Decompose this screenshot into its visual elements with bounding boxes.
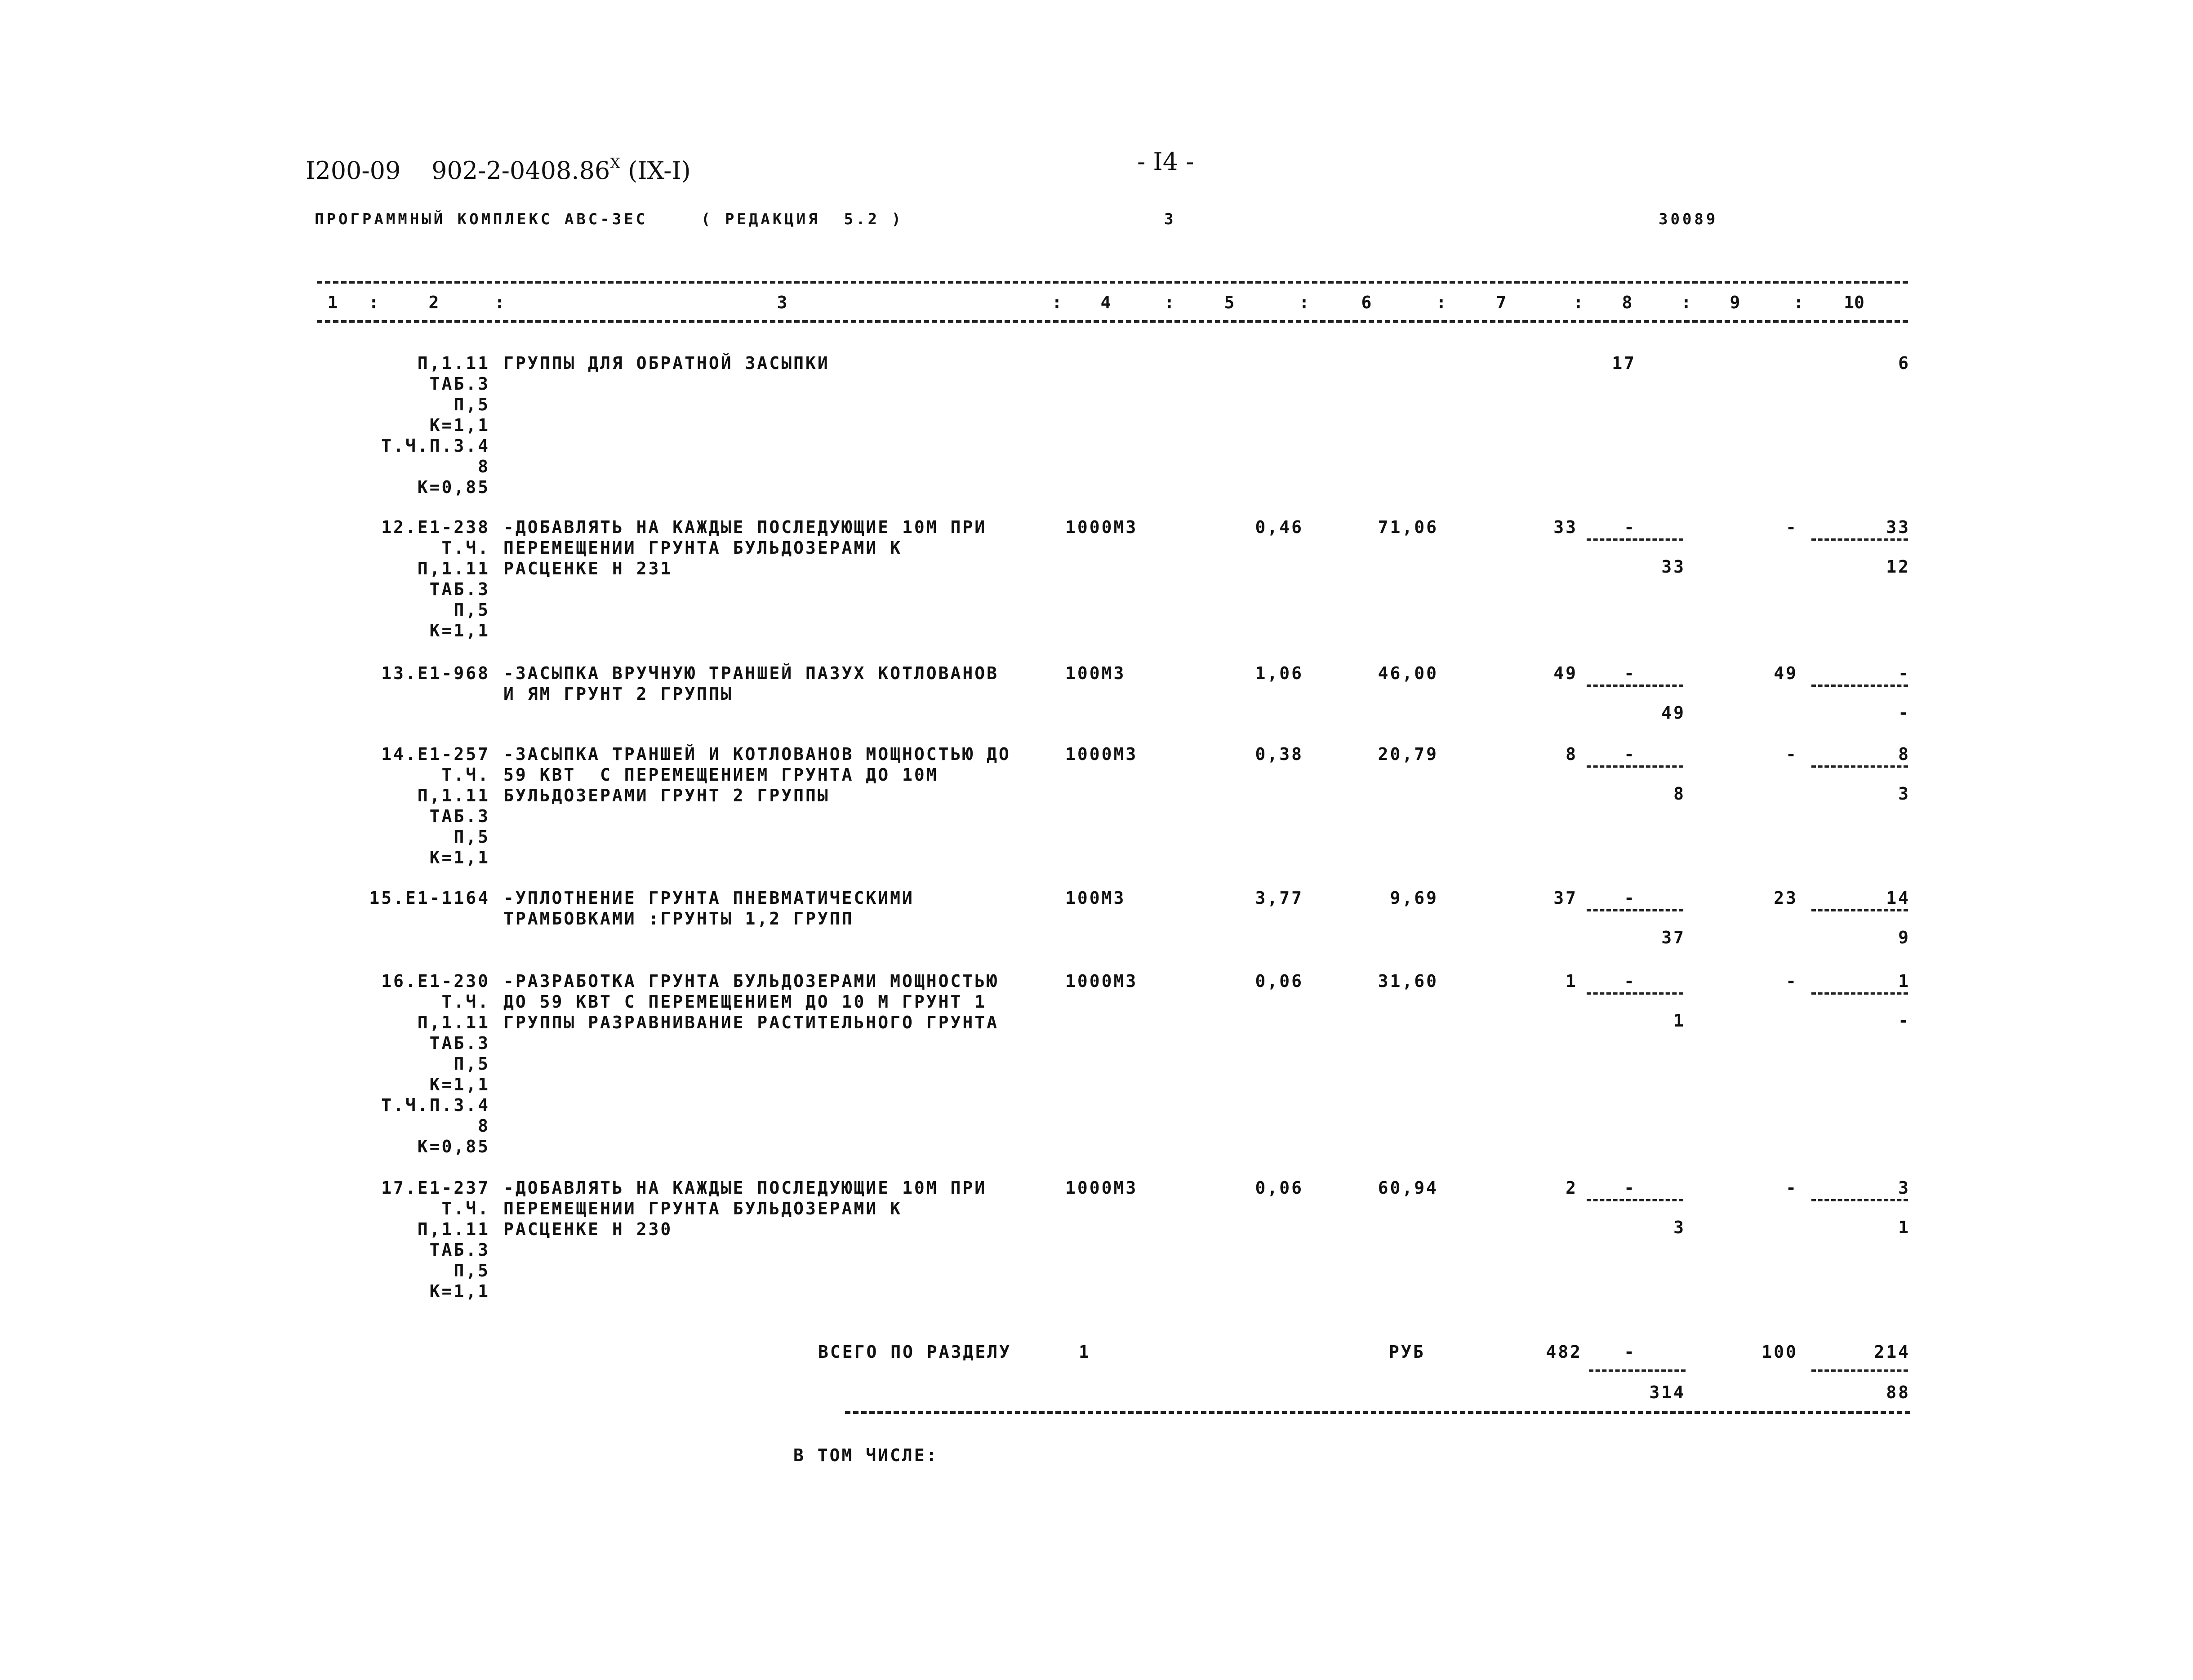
row-c10-top: 6 [1898, 353, 1910, 373]
row-c8-bottom: 33 [1661, 557, 1686, 577]
row-c9: - [1786, 971, 1798, 991]
row-c10-bottom: 3 [1898, 784, 1910, 804]
row-c10-bottom: - [1898, 703, 1910, 723]
row-c8-bottom: 1 [1673, 1011, 1686, 1031]
row-unit: 1000М3 [1065, 744, 1138, 764]
row-c8-top: - [1624, 971, 1636, 991]
project-code-sup: X [610, 155, 621, 172]
summary-c8-top: - [1624, 1342, 1636, 1362]
col-sep: : [1299, 293, 1309, 312]
col-header-4: 4 [1100, 293, 1111, 312]
row-c8-top: - [1624, 517, 1636, 537]
summary-c10-rule [1811, 1369, 1908, 1372]
summary-c9: 100 [1762, 1342, 1798, 1362]
row-c10-top: 8 [1898, 744, 1910, 764]
project-code-suffix: (IX-I) [628, 156, 691, 185]
including-label: В ТОМ ЧИСЛЕ: [793, 1445, 939, 1465]
row-c10-rule [1811, 909, 1908, 911]
row-c10-rule [1811, 538, 1908, 541]
row-c10-bottom: - [1898, 1011, 1910, 1031]
col-sep: : [1573, 293, 1584, 312]
row-total: 1 [1566, 971, 1578, 991]
col-header-7: 7 [1496, 293, 1507, 312]
row-qty: 0,06 [1255, 971, 1303, 991]
row-price: 71,06 [1378, 517, 1438, 537]
col-header-1: 1 [327, 293, 338, 312]
row-code: 15.Е1-1164 [369, 888, 490, 908]
row-unit: 100М3 [1065, 888, 1126, 908]
col-sep: : [1436, 293, 1446, 312]
row-description: -ЗАСЫПКА ВРУЧНУЮ ТРАНШЕЙ ПАЗУХ КОТЛОВАНОВ И ЯМ ГРУНТ 2 ГРУППЫ [503, 663, 999, 704]
row-unit: 1000М3 [1065, 971, 1138, 991]
col-header-3: 3 [777, 293, 787, 312]
row-c8-rule [1587, 765, 1683, 768]
row-price: 60,94 [1378, 1178, 1438, 1198]
col-header-9: 9 [1730, 293, 1740, 312]
row-c9: 23 [1774, 888, 1798, 908]
row-description: -ДОБАВЛЯТЬ НА КАЖДЫЕ ПОСЛЕДУЮЩИЕ 10М ПРИ ПЕРЕМЕЩЕНИИ ГРУНТА БУЛЬДОЗЕРАМИ К РАСЦЕНКЕ Н 231 [503, 517, 987, 578]
row-c10-bottom: 9 [1898, 928, 1910, 947]
row-c10-top: 14 [1886, 888, 1910, 908]
row-total: 37 [1553, 888, 1578, 908]
col-sep: : [369, 293, 379, 312]
col-header-5: 5 [1224, 293, 1235, 312]
row-c10-bottom: 12 [1886, 557, 1910, 577]
col-sep: : [494, 293, 505, 312]
doc-code: I200-09 [306, 156, 401, 185]
doc-number: 30089 [1659, 210, 1718, 228]
row-c10-top: 33 [1886, 517, 1910, 537]
summary-currency: РУБ [1389, 1342, 1425, 1362]
row-c8-bottom: 37 [1661, 928, 1686, 947]
row-code: 16.Е1-230 Т.Ч. П,1.11 ТАБ.3 П,5 К=1,1 Т.Ч.П.3.4 8 К=0,85 [381, 971, 490, 1156]
row-total: 33 [1553, 517, 1578, 537]
row-total: 2 [1566, 1178, 1578, 1198]
col-sep: : [1052, 293, 1062, 312]
row-c9: - [1786, 744, 1798, 764]
row-code: П,1.11 ТАБ.3 П,5 К=1,1 Т.Ч.П.3.4 8 К=0,85 [381, 353, 490, 497]
row-description: -ЗАСЫПКА ТРАНШЕЙ И КОТЛОВАНОВ МОЩНОСТЬЮ ДО 59 КВТ С ПЕРЕМЕЩЕНИЕМ ГРУНТА ДО 10М БУЛЬДОЗЕРАМИ ГРУНТ 2 ГРУППЫ [503, 744, 1011, 805]
row-price: 9,69 [1390, 888, 1438, 908]
row-price: 31,60 [1378, 971, 1438, 991]
row-description: -РАЗРАБОТКА ГРУНТА БУЛЬДОЗЕРАМИ МОЩНОСТЬЮ ДО 59 КВТ С ПЕРЕМЕЩЕНИЕМ ДО 10 М ГРУНТ 1 ГРУППЫ РАЗРАВНИВАНИЕ РАСТИТЕЛЬНОГО ГРУНТА [503, 971, 999, 1032]
col-sep: : [1164, 293, 1174, 312]
row-c8-rule [1587, 1199, 1683, 1201]
row-total: 49 [1553, 663, 1578, 683]
row-c10-top: - [1898, 663, 1910, 683]
row-c10-rule [1811, 992, 1908, 995]
program-line: ПРОГРАММНЫЙ КОМПЛЕКС АВС-ЗЕС [315, 210, 648, 228]
row-c9: 49 [1774, 663, 1798, 683]
col-header-8: 8 [1622, 293, 1633, 312]
row-c8-rule [1587, 992, 1683, 995]
row-c10-bottom: 1 [1898, 1218, 1910, 1237]
row-c10-top: 1 [1898, 971, 1910, 991]
header-rule-top [317, 281, 1908, 284]
row-c10-rule [1811, 765, 1908, 768]
summary-total: 482 [1546, 1342, 1582, 1362]
row-c8-bottom: 8 [1673, 784, 1686, 804]
row-unit: 1000М3 [1065, 1178, 1138, 1198]
row-c8-rule [1587, 909, 1683, 911]
row-qty: 1,06 [1255, 663, 1303, 683]
row-unit: 1000М3 [1065, 517, 1138, 537]
row-qty: 0,06 [1255, 1178, 1303, 1198]
row-c8-top: 17 [1612, 353, 1636, 373]
summary-c10-top: 214 [1874, 1342, 1910, 1362]
row-code: 12.Е1-238 Т.Ч. П,1.11 ТАБ.3 П,5 К=1,1 [381, 517, 490, 640]
row-unit: 100М3 [1065, 663, 1126, 683]
header-rule-bottom [317, 320, 1908, 323]
row-c8-top: - [1624, 1178, 1636, 1198]
edition: ( РЕДАКЦИЯ 5.2 ) [701, 210, 903, 228]
row-c8-bottom: 49 [1661, 703, 1686, 723]
row-qty: 0,46 [1255, 517, 1303, 537]
sheet-number: 3 [1164, 210, 1176, 228]
summary-c8-bottom: 314 [1649, 1382, 1686, 1402]
row-c8-top: - [1624, 663, 1636, 683]
project-code-main: 902-2-0408.86 [431, 156, 610, 185]
row-code: 17.Е1-237 Т.Ч. П,1.11 ТАБ.3 П,5 К=1,1 [381, 1178, 490, 1301]
col-header-10: 10 [1844, 293, 1864, 312]
row-qty: 3,77 [1255, 888, 1303, 908]
row-description: -УПЛОТНЕНИЕ ГРУНТА ПНЕВМАТИЧЕСКИМИ ТРАМБОВКАМИ :ГРУНТЫ 1,2 ГРУПП [503, 888, 914, 929]
row-c10-rule [1811, 1199, 1908, 1201]
row-description: ГРУППЫ ДЛЯ ОБРАТНОЙ ЗАСЫПКИ [503, 353, 830, 373]
summary-label: ВСЕГО ПО РАЗДЕЛУ [818, 1342, 1012, 1362]
row-c9: - [1786, 517, 1798, 537]
col-sep: : [1681, 293, 1691, 312]
row-total: 8 [1566, 744, 1578, 764]
row-description: -ДОБАВЛЯТЬ НА КАЖДЫЕ ПОСЛЕДУЮЩИЕ 10М ПРИ ПЕРЕМЕЩЕНИИ ГРУНТА БУЛЬДОЗЕРАМИ К РАСЦЕНКЕ Н 230 [503, 1178, 987, 1239]
row-c10-top: 3 [1898, 1178, 1910, 1198]
summary-section: 1 [1079, 1342, 1091, 1362]
row-c8-rule [1587, 538, 1683, 541]
row-price: 46,00 [1378, 663, 1438, 683]
row-c8-rule [1587, 684, 1683, 687]
row-qty: 0,38 [1255, 744, 1303, 764]
summary-rule [845, 1411, 1910, 1414]
row-c8-top: - [1624, 744, 1636, 764]
summary-c10-bottom: 88 [1886, 1382, 1910, 1402]
row-code: 14.Е1-257 Т.Ч. П,1.11 ТАБ.3 П,5 К=1,1 [381, 744, 490, 867]
row-code: 13.Е1-968 [381, 663, 490, 683]
row-c8-top: - [1624, 888, 1636, 908]
summary-c8-rule [1589, 1369, 1686, 1372]
row-c10-rule [1811, 684, 1908, 687]
col-header-6: 6 [1361, 293, 1372, 312]
row-c8-bottom: 3 [1673, 1218, 1686, 1237]
row-price: 20,79 [1378, 744, 1438, 764]
col-header-2: 2 [428, 293, 439, 312]
project-code [431, 157, 691, 184]
row-c9: - [1786, 1178, 1798, 1198]
col-sep: : [1793, 293, 1804, 312]
page-number: - I4 - [1137, 147, 1194, 176]
